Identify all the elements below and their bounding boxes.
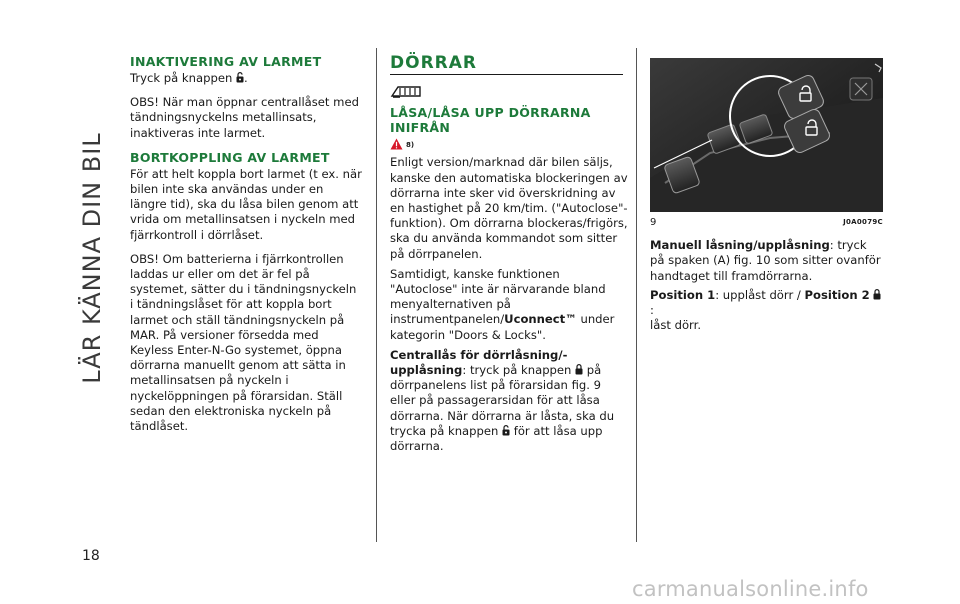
central-lock-colon: : bbox=[462, 363, 467, 378]
disconnect-paragraph: För att helt koppla bort larmet (t ex. när bilen inte ska användas under en längre tid), ska du låsa bilen genom att vrida om metallinsatsen i nyckeln med fjärrkontroll i dörrlåset. bbox=[130, 166, 362, 242]
central-lock-text-c: för att låsa upp dörrarna. bbox=[390, 423, 603, 454]
deactivate-paragraph bbox=[130, 71, 362, 86]
uconnect-text-a: Samtidigt, kanske funktionen "Autoclose" inte är närvarande bland menyalternativen på instrumentpanelen/ bbox=[390, 266, 606, 327]
central-lock-text-b: på dörrpanelens list på förarsidan fig. 9 eller på passagerarsidan för att låsa dörrarna. När dörrarna är låsta, ska du trycka på knappen bbox=[390, 363, 615, 438]
unlock-icon bbox=[502, 425, 510, 436]
manual-lock-label: Manuell låsning/upplåsning bbox=[650, 238, 830, 253]
column-1 bbox=[130, 54, 362, 443]
position-2-text: : bbox=[650, 303, 654, 318]
lock-icon bbox=[873, 289, 881, 300]
manual-lock-text: : tryck på spaken (A) fig. 10 som sitter ovanför handtaget till framdörrarna. bbox=[650, 238, 881, 283]
figure-number: 9 bbox=[650, 217, 657, 228]
warning-reference: 8) bbox=[406, 141, 415, 150]
figure-caption bbox=[650, 215, 883, 230]
uconnect-text-b: under kategorin "Doors & Locks". bbox=[390, 312, 615, 342]
warning-icon bbox=[390, 138, 403, 150]
autoclose-paragraph: Enligt version/marknad där bilen säljs, kanske den automatiska blockeringen av dörrarna inte sker vid överskridning av en hastighet på 20 km/tim. ("Autoclose"-funktion). Om dörrarna blockeras/frigörs, ska du använda kommandot som sitter på dörrpanelen. bbox=[390, 155, 628, 261]
figure-code: J0A0079C bbox=[843, 218, 883, 226]
column-2 bbox=[390, 54, 628, 463]
chapter-title: LÄR KÄNNA DIN BIL bbox=[78, 132, 106, 384]
manual-lock-paragraph bbox=[650, 238, 884, 284]
watermark: carmanualsonline.info bbox=[632, 577, 869, 601]
door-panel-photo bbox=[650, 58, 883, 212]
obs-note-1: OBS! När man öppnar centrallåset med tändningsnyckelns metallinsats, inaktiveras inte larmet. bbox=[130, 95, 359, 140]
uconnect-label: Uconnect™ bbox=[504, 312, 577, 327]
position-1-label: Position 1 bbox=[650, 287, 716, 302]
heading-lock-unlock-inside: LÅSA/LÅSA UPP DÖRRARNA INIFRÅN bbox=[390, 105, 591, 136]
position-1-text: : upplåst dörr / bbox=[715, 287, 805, 302]
position-2-tail: låst dörr. bbox=[650, 318, 701, 333]
central-lock-text-a: tryck på knappen bbox=[469, 363, 572, 378]
column-3 bbox=[650, 58, 884, 342]
central-lock-label: Centrallås för dörrlåsning/-upplåsning bbox=[390, 347, 568, 378]
position-2-label: Position 2 bbox=[804, 287, 870, 302]
lock-icon bbox=[575, 364, 583, 375]
column-divider-2 bbox=[636, 48, 637, 542]
door-lock-buttons-illustration bbox=[650, 58, 883, 212]
deactivate-text: Tryck på knappen bbox=[130, 71, 233, 85]
unlock-icon bbox=[236, 72, 244, 83]
uconnect-paragraph bbox=[390, 267, 628, 343]
heading-doors: DÖRRAR bbox=[390, 56, 623, 75]
deactivate-text-end: . bbox=[243, 71, 248, 85]
warning-row bbox=[390, 138, 628, 153]
column-divider-1 bbox=[376, 48, 377, 542]
heading-disconnect-alarm: BORTKOPPLING AV LARMET bbox=[130, 149, 330, 165]
page-number: 18 bbox=[82, 548, 100, 564]
central-lock-paragraph bbox=[390, 348, 628, 454]
car-door-icon bbox=[390, 83, 424, 99]
obs-note-2: OBS! Om batterierna i fjärrkontrollen laddas ur eller om det är fel på systemet, sätter du i tändningsnyckeln i tändningslåset för att koppla bort larmet och ställ tändningsnyckeln på MAR. På versioner försedda med Keyless Enter-N-Go systemet, öppna dörrarna manuellt genom att sätta in metallinsatsen på nyckeln i nyckelöppningen på förarsidan. Ställ sedan den elektroniska nyckeln på tändlåset. bbox=[130, 251, 357, 434]
heading-deactivate-alarm: INAKTIVERING AV LARMET bbox=[130, 54, 322, 69]
position-paragraph bbox=[650, 288, 884, 334]
